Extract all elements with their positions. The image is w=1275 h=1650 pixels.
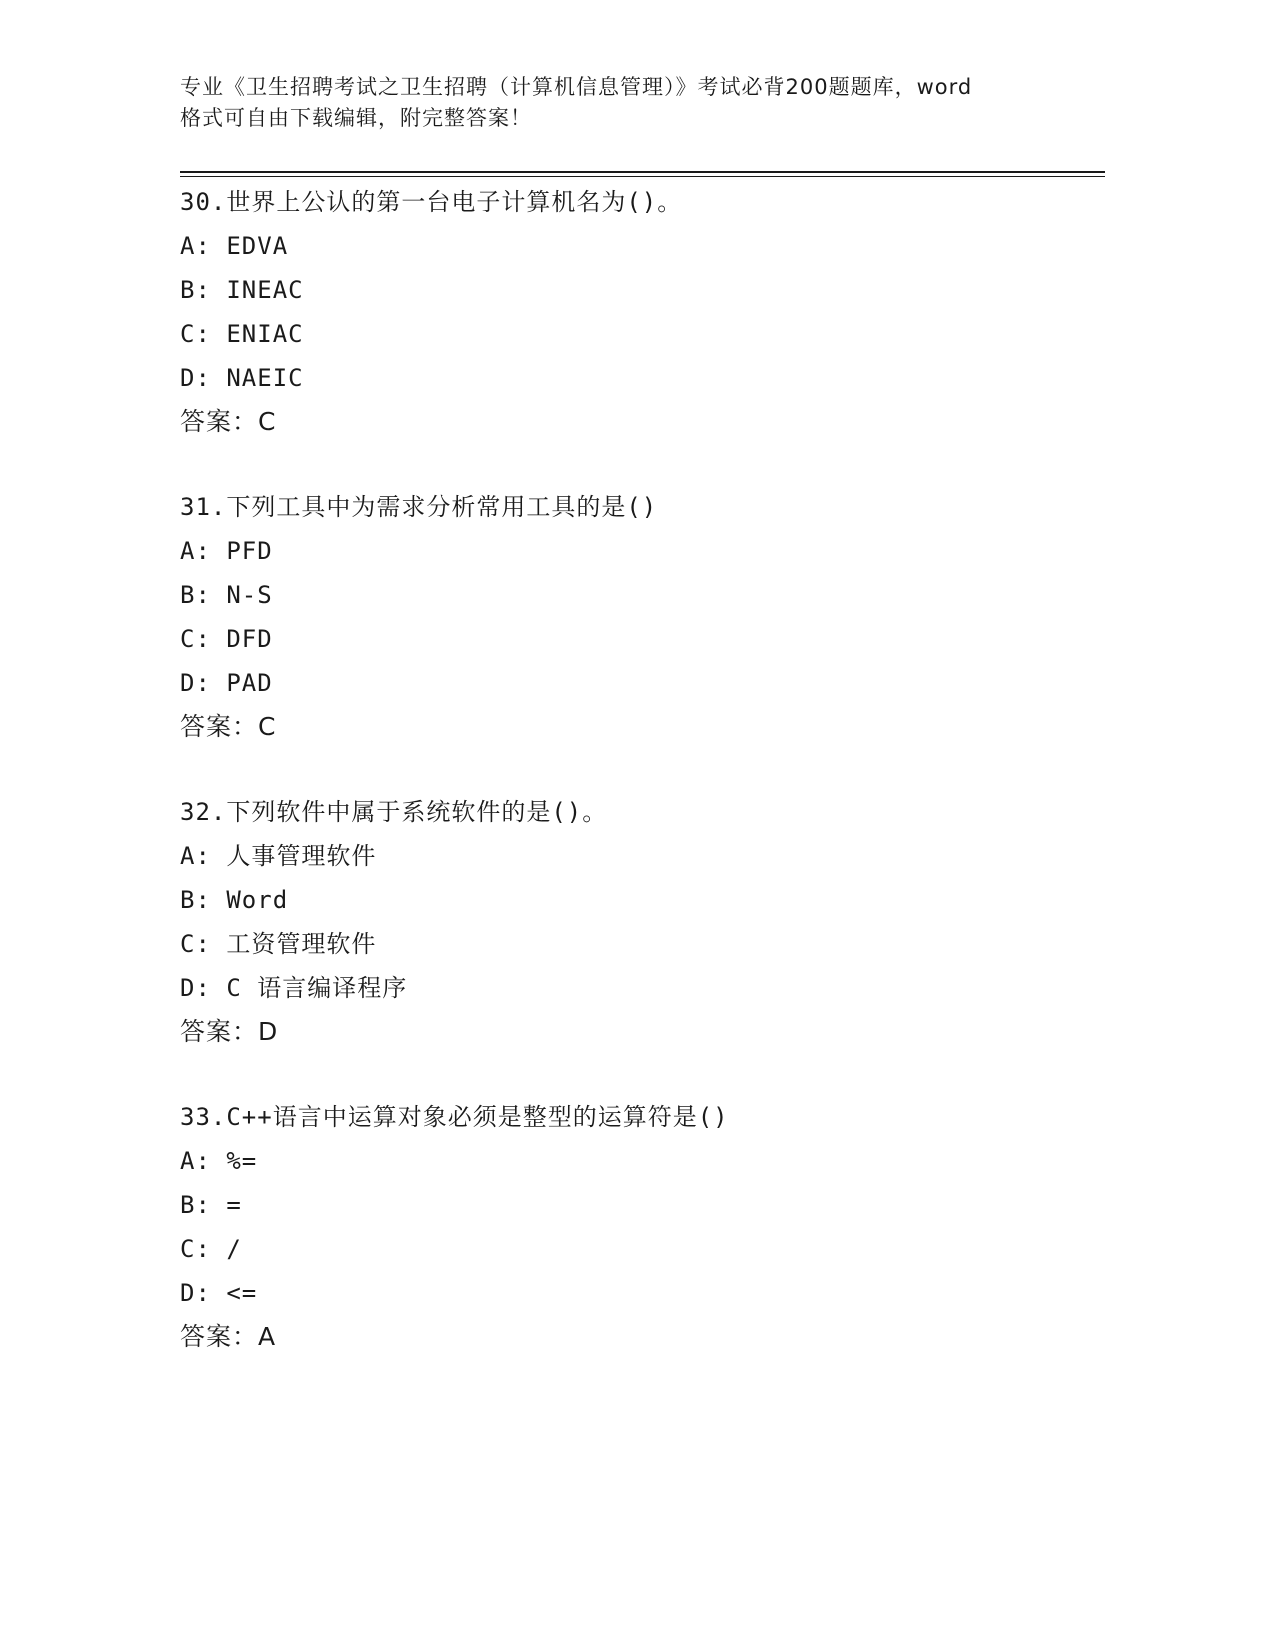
question-33 (180, 1095, 1105, 1359)
option-a: A: %= (180, 1147, 258, 1175)
question-32 (180, 790, 1105, 1054)
option-c: C: DFD (180, 625, 273, 653)
question-stem: 31.下列工具中为需求分析常用工具的是() (180, 493, 658, 521)
option-a: A: PFD (180, 537, 273, 565)
answer-line: 答案：A (180, 1322, 277, 1351)
option-b: B: Word (180, 886, 289, 914)
header-line-2: 格式可自由下载编辑，附完整答案！ (180, 106, 532, 130)
option-d: D: <= (180, 1279, 258, 1307)
option-a: A: EDVA (180, 232, 289, 260)
question-stem: 32.下列软件中属于系统软件的是()。 (180, 798, 608, 826)
header-line-1: 专业《卫生招聘考试之卫生招聘（计算机信息管理）》考试必背200题题库，word (180, 75, 973, 99)
option-d: D: PAD (180, 669, 273, 697)
question-stem: 33.C++语言中运算对象必须是整型的运算符是() (180, 1103, 729, 1131)
option-b: B: INEAC (180, 276, 304, 304)
option-a: A: 人事管理软件 (180, 842, 377, 870)
answer-line: 答案：C (180, 407, 277, 436)
answer-line: 答案：C (180, 712, 277, 741)
option-b: B: N-S (180, 581, 273, 609)
document-header (180, 72, 1050, 134)
option-d: D: C 语言编译程序 (180, 974, 408, 1002)
option-c: C: 工资管理软件 (180, 930, 377, 958)
option-c: C: ENIAC (180, 320, 304, 348)
option-c: C: / (180, 1235, 242, 1263)
question-31 (180, 485, 1105, 749)
answer-line: 答案：D (180, 1017, 279, 1046)
question-30 (180, 180, 1105, 444)
option-d: D: NAEIC (180, 364, 304, 392)
header-divider-thin (180, 176, 1105, 177)
question-stem: 30.世界上公认的第一台电子计算机名为()。 (180, 188, 683, 216)
header-divider-thick (180, 171, 1105, 173)
option-b: B: = (180, 1191, 242, 1219)
